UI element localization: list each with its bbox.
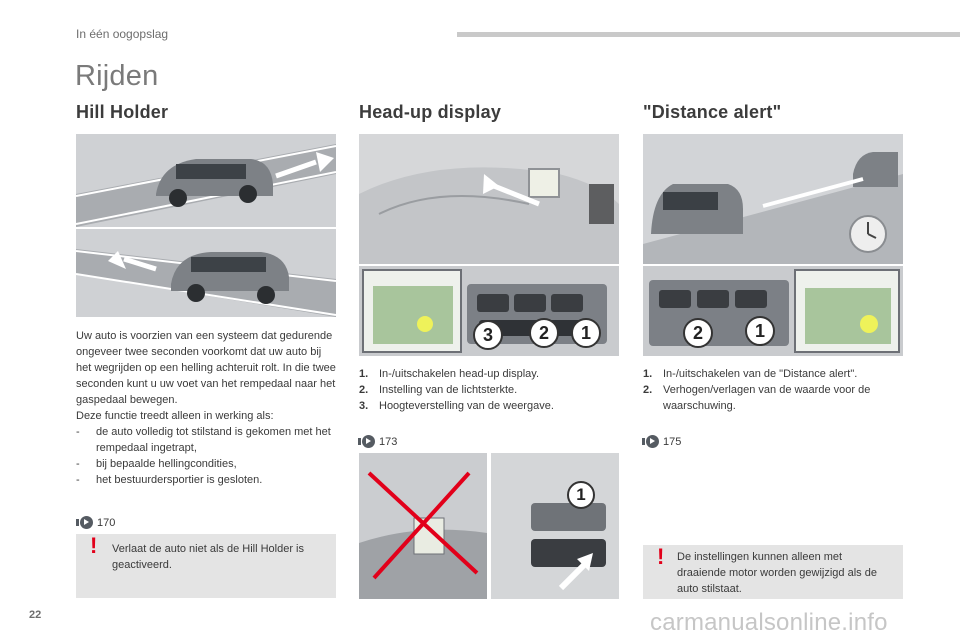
hud-page-reference[interactable]: [362, 435, 397, 448]
page-reference-icon: [362, 435, 375, 448]
hud-step: 1. In-/uitschakelen head-up display.: [359, 368, 540, 380]
header-bar: [457, 32, 960, 37]
distance-step: 1. In-/uitschakelen van de "Distance alert".: [643, 368, 858, 380]
condition-item: - het bestuurdersportier is gesloten.: [76, 472, 338, 488]
condition-item: - bij bepaalde hellingcondities,: [76, 456, 338, 472]
hill-holder-paragraph-1: Uw auto is voorzien van een systeem dat gedurende ongeveer twee seconden voorkomt dat uw auto bij het wegrijden op een helling achteruit rolt. In die twee seconden kunt u uw voet van het rempedaal naar het gaspedaal bewegen.: [76, 330, 336, 406]
car-icon: [651, 184, 743, 234]
hud-ref-number: 173: [379, 435, 398, 448]
hud-button-illustration: [491, 453, 619, 599]
callout-2: 2: [529, 318, 559, 348]
hud-controls-illustration: [359, 266, 619, 356]
warning-icon: !: [657, 544, 665, 569]
distance-ref-number: 175: [663, 435, 682, 448]
hill-holder-title: Hill Holder: [76, 102, 169, 122]
distance-alert-controls-illustration: [643, 266, 903, 356]
callout-1: 1: [567, 481, 595, 509]
section-label: In één oogopslag: [76, 27, 169, 41]
hill-holder-warning: [76, 534, 336, 598]
hill-holder-ref-number: 170: [97, 516, 116, 529]
distance-alert-page-reference[interactable]: [646, 435, 681, 448]
hill-holder-illustration-bottom: [76, 229, 336, 317]
hud-dashboard-illustration: [359, 134, 619, 264]
clock-icon: [850, 216, 886, 252]
hud-title: Head-up display: [359, 102, 502, 122]
hud-step: 3. Hoogteverstelling van de weergave.: [359, 400, 554, 412]
callout-1: 1: [745, 316, 775, 346]
distance-alert-warning: [643, 545, 903, 599]
hill-holder-page-reference[interactable]: [80, 516, 115, 529]
distance-warning-text: De instellingen kunnen alleen met draaiende motor worden gewijzigd als de auto stilstaat.: [677, 551, 877, 595]
callout-2: 2: [683, 318, 713, 348]
page-reference-icon: [646, 435, 659, 448]
condition-item: - de auto volledig tot stilstand is gekomen met het rempedaal ingetrapt,: [76, 424, 338, 456]
page-title: Rijden: [75, 60, 159, 92]
hud-step: 2. Instelling van de lichtsterkte.: [359, 384, 518, 396]
page-reference-icon: [80, 516, 93, 529]
distance-alert-title: "Distance alert": [643, 102, 782, 122]
hud-screen-illustration: [359, 453, 487, 599]
distance-alert-road-illustration: [643, 134, 903, 264]
hill-holder-paragraph-2: Deze functie treedt alleen in werking als:: [76, 410, 274, 422]
hill-holder-description: [76, 328, 338, 488]
callout-1: 1: [571, 318, 601, 348]
page-number: 22: [29, 609, 42, 621]
callout-3: 3: [473, 320, 503, 350]
hud-steps: [359, 366, 621, 414]
hill-holder-conditions: [76, 424, 338, 488]
distance-step: 2. Verhogen/verlagen van de waarde voor de waarschuwing.: [643, 384, 871, 412]
hill-holder-warning-text: Verlaat de auto niet als de Hill Holder is geactiveerd.: [112, 543, 304, 571]
distance-alert-steps: [643, 366, 905, 414]
hill-holder-illustration-top: [76, 134, 336, 227]
watermark: carmanualsonline.info: [650, 609, 888, 636]
warning-icon: !: [90, 533, 98, 558]
